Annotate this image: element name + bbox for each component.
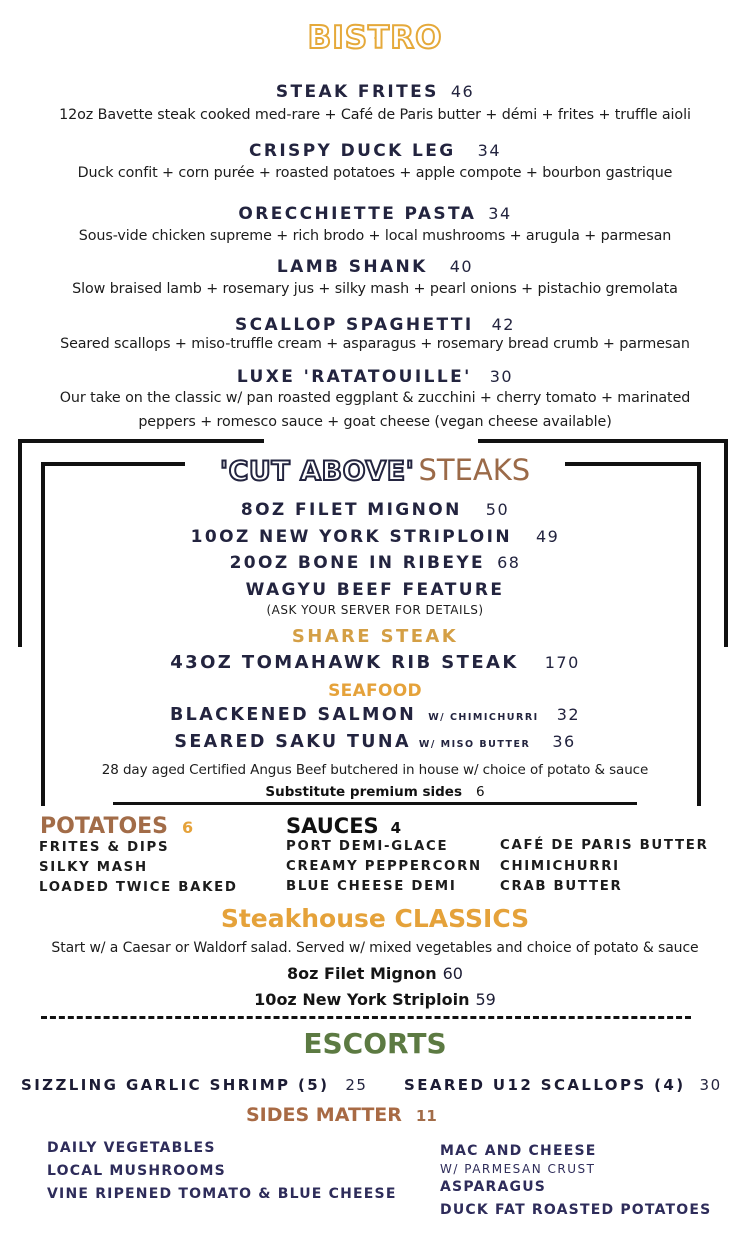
menu-item-name: LUXE 'RATATOUILLE' bbox=[236, 367, 472, 387]
menu-item-note: W/ CHIMICHURRI bbox=[428, 712, 539, 723]
classics-title bbox=[0, 904, 750, 933]
menu-item-price: 50 bbox=[485, 500, 510, 519]
sides-title: SIDES MATTER bbox=[246, 1104, 402, 1126]
steak-item bbox=[0, 652, 750, 673]
list-item: MAC AND CHEESE bbox=[440, 1143, 597, 1159]
classics-heading: Steakhouse CLASSICS bbox=[220, 904, 530, 933]
menu-item-name: 10OZ NEW YORK STRIPLOIN bbox=[190, 527, 512, 547]
substitute-price: 6 bbox=[475, 784, 485, 800]
list-item: CRAB BUTTER bbox=[500, 879, 623, 894]
menu-item-name: 8OZ FILET MIGNON bbox=[240, 500, 462, 520]
menu-item-name: LAMB SHANK bbox=[276, 257, 428, 277]
potatoes-heading bbox=[40, 814, 193, 839]
substitute-line bbox=[0, 784, 750, 800]
list-item: SILKY MASH bbox=[39, 860, 148, 875]
menu-item-price: 40 bbox=[449, 257, 474, 276]
seafood-item bbox=[0, 705, 750, 725]
menu-item-price: 30 bbox=[489, 367, 514, 386]
frame-line bbox=[478, 439, 728, 443]
menu-item-price: 36 bbox=[552, 732, 576, 751]
escort-item bbox=[21, 1075, 367, 1094]
share-steak-heading: SHARE STEAK bbox=[291, 626, 459, 647]
steak-item bbox=[0, 553, 750, 573]
menu-item-name: SIZZLING GARLIC SHRIMP (5) bbox=[21, 1076, 330, 1094]
steak-item bbox=[0, 580, 750, 600]
menu-item-price: 42 bbox=[491, 315, 515, 334]
menu-item-price: 59 bbox=[475, 990, 496, 1009]
steaks-section-title bbox=[0, 453, 750, 487]
menu-item-name: SEARED U12 SCALLOPS (4) bbox=[404, 1076, 686, 1094]
sauces-heading bbox=[286, 814, 401, 838]
list-item: VINE RIPENED TOMATO & BLUE CHEESE bbox=[47, 1186, 397, 1202]
steak-item bbox=[0, 500, 750, 520]
menu-item-price: 170 bbox=[544, 653, 580, 672]
menu-item-name: 20OZ BONE IN RIBEYE bbox=[229, 553, 486, 573]
list-item: CHIMICHURRI bbox=[500, 859, 620, 874]
menu-item-name-row bbox=[0, 204, 750, 224]
escorts-title bbox=[0, 1027, 750, 1060]
menu-item-description: Duck confit + corn purée + roasted potatoes + apple compote + bourbon gastrique bbox=[77, 165, 673, 181]
escort-item bbox=[404, 1075, 722, 1094]
menu-item-description: Sous-vide chicken supreme + rich brodo + local mushrooms + arugula + parmesan bbox=[78, 228, 672, 244]
menu-item-description: Our take on the classic w/ pan roasted eggplant & zucchini + cherry tomato + marinated bbox=[59, 390, 691, 406]
menu-item-name: SEARED SAKU TUNA bbox=[174, 732, 411, 752]
steaks-title-b: STEAKS bbox=[418, 453, 531, 487]
menu-item-name-row bbox=[0, 315, 750, 335]
menu-item-name: STEAK FRITES bbox=[275, 82, 439, 102]
steaks-footnote: 28 day aged Certified Angus Beef butchered in house w/ choice of potato & sauce bbox=[101, 762, 649, 778]
steak-item bbox=[0, 527, 750, 547]
potatoes-title: POTATOES bbox=[40, 814, 169, 839]
menu-item-name: ORECCHIETTE PASTA bbox=[238, 204, 477, 224]
menu-item-price: 32 bbox=[556, 705, 581, 724]
sauces-title: SAUCES bbox=[286, 814, 379, 838]
menu-item-name: SCALLOP SPAGHETTI bbox=[235, 315, 474, 335]
list-item: CREAMY PEPPERCORN bbox=[286, 859, 482, 874]
bistro-section-title bbox=[0, 20, 750, 56]
wagyu-note: (ASK YOUR SERVER FOR DETAILS) bbox=[266, 603, 484, 617]
divider bbox=[113, 802, 637, 805]
share-steak-title bbox=[0, 626, 750, 647]
classics-description: Start w/ a Caesar or Waldorf salad. Served w/ mixed vegetables and choice of potato & sauce bbox=[51, 940, 699, 956]
menu-item-note: W/ MISO BUTTER bbox=[418, 739, 531, 750]
menu-item-price: 34 bbox=[477, 141, 502, 160]
list-item: FRITES & DIPS bbox=[39, 840, 170, 855]
menu-item-price: 34 bbox=[488, 204, 512, 223]
menu-item-name-row bbox=[0, 141, 750, 161]
classic-item bbox=[0, 990, 750, 1009]
classic-item bbox=[0, 964, 750, 983]
list-item: BLUE CHEESE DEMI bbox=[286, 879, 457, 894]
steaks-title-a: 'CUT ABOVE' bbox=[219, 456, 415, 487]
list-item: PORT DEMI-GLACE bbox=[286, 839, 449, 854]
dashed-divider bbox=[41, 1016, 691, 1019]
menu-item-price: 30 bbox=[699, 1076, 722, 1094]
menu-item-name-row bbox=[0, 82, 750, 102]
list-item: DAILY VEGETABLES bbox=[47, 1140, 216, 1156]
menu-item-price: 46 bbox=[450, 82, 475, 101]
list-item: CAFÉ DE PARIS BUTTER bbox=[500, 838, 709, 853]
list-item: LOADED TWICE BAKED bbox=[39, 880, 238, 895]
menu-item-description: peppers + romesco sauce + goat cheese (vegan cheese available) bbox=[138, 414, 612, 430]
menu-item-price: 25 bbox=[345, 1076, 368, 1094]
seafood-title bbox=[0, 681, 750, 701]
seafood-item bbox=[0, 732, 750, 752]
menu-item-description: Seared scallops + miso-truffle cream + asparagus + rosemary bread crumb + parmesan bbox=[60, 336, 690, 352]
potatoes-price: 6 bbox=[182, 818, 194, 837]
menu-item-description: Slow braised lamb + rosemary jus + silky mash + pearl onions + pistachio gremolata bbox=[72, 281, 678, 297]
frame-line bbox=[18, 439, 264, 443]
menu-item-price: 68 bbox=[497, 553, 521, 572]
menu-item-name-row bbox=[0, 257, 750, 277]
menu-item-name: WAGYU BEEF FEATURE bbox=[245, 580, 505, 600]
menu-item-description: 12oz Bavette steak cooked med-rare + Café de Paris butter + démi + frites + truffle aioli bbox=[59, 107, 691, 123]
sides-price: 11 bbox=[415, 1107, 437, 1125]
menu-item-name: CRISPY DUCK LEG bbox=[248, 141, 456, 161]
substitute-label: Substitute premium sides bbox=[265, 784, 462, 800]
menu-item-name-row bbox=[0, 367, 750, 387]
list-item: LOCAL MUSHROOMS bbox=[47, 1163, 226, 1179]
menu-item-price: 49 bbox=[536, 527, 560, 546]
list-item: ASPARAGUS bbox=[440, 1179, 547, 1195]
bistro-title: BISTRO bbox=[307, 20, 443, 56]
menu-item-name: 8oz Filet Mignon bbox=[287, 964, 437, 983]
escorts-heading: ESCORTS bbox=[303, 1027, 447, 1060]
menu-item-name: 10oz New York Striploin bbox=[254, 990, 470, 1009]
seafood-heading: SEAFOOD bbox=[328, 681, 422, 701]
list-item-note: W/ PARMESAN CRUST bbox=[440, 1162, 596, 1176]
list-item: DUCK FAT ROASTED POTATOES bbox=[440, 1202, 712, 1218]
menu-item-price: 60 bbox=[442, 964, 463, 983]
menu-item-name: 43OZ TOMAHAWK RIB STEAK bbox=[170, 652, 519, 673]
sauces-price: 4 bbox=[390, 819, 402, 837]
menu-item-name: BLACKENED SALMON bbox=[169, 705, 417, 725]
sides-heading bbox=[246, 1104, 437, 1126]
